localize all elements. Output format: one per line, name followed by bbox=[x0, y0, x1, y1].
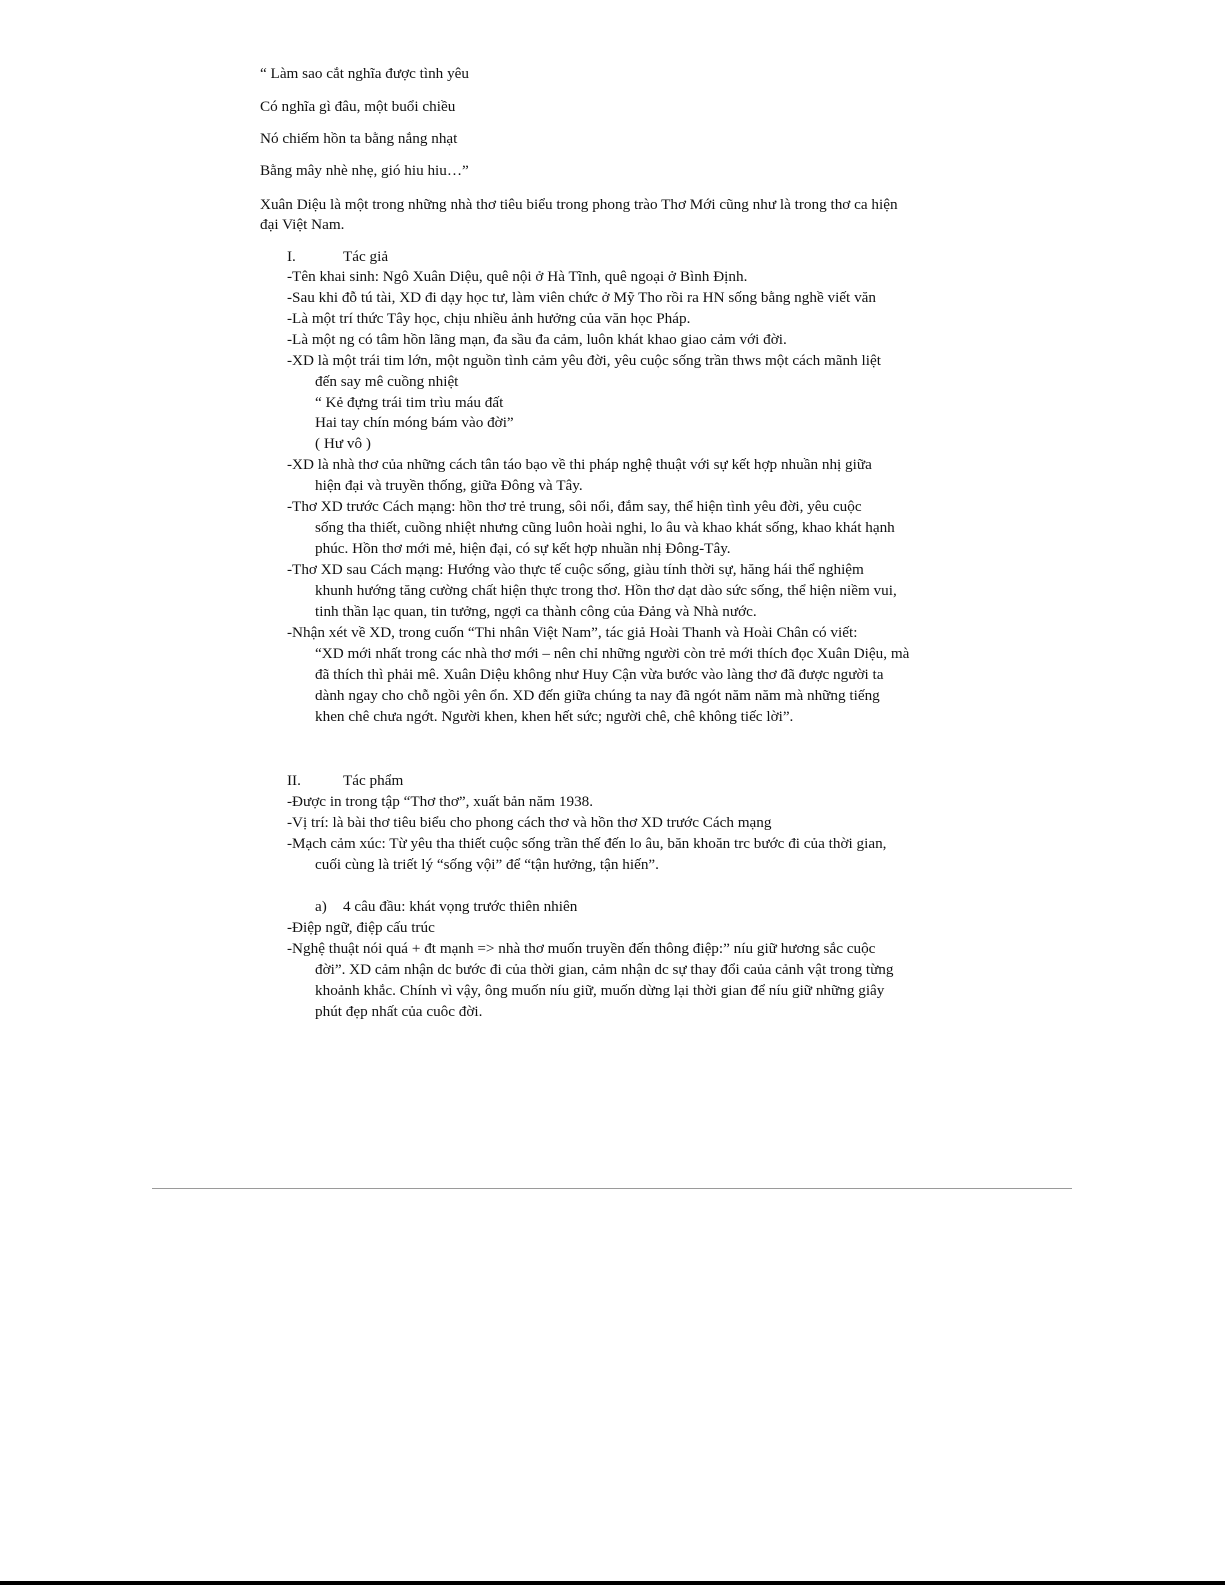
body-line: khen chê chưa ngớt. Người khen, khen hết sức; người chê, chê không tiếc lời”. bbox=[315, 708, 794, 725]
body-line: dành ngay cho chỗ ngồi yên ổn. XD đến giữa chúng ta nay đã ngót năm năm mà những tiếng bbox=[315, 687, 880, 704]
body-line: khunh hướng tăng cường chất hiện thực trong thơ. Hồn thơ dạt dào sức sống, thể hiện niềm vui, bbox=[315, 582, 897, 599]
body-line: cuối cùng là triết lý “sống vội” để “tận hưởng, tận hiến”. bbox=[315, 856, 659, 873]
body-line: -XD là một trái tim lớn, một nguồn tình cảm yêu đời, yêu cuộc sống trần thws một cách mãnh liệt bbox=[287, 352, 881, 369]
poem-line: Bằng mây nhè nhẹ, gió hiu hiu…” bbox=[260, 162, 469, 179]
body-line: -Tên khai sinh: Ngô Xuân Diệu, quê nội ở Hà Tĩnh, quê ngoại ở Bình Định. bbox=[287, 268, 748, 285]
body-line: -Vị trí: là bài thơ tiêu biểu cho phong cách thơ và hồn thơ XD trước Cách mạng bbox=[287, 814, 772, 831]
body-line: -Mạch cảm xúc: Từ yêu tha thiết cuộc sống trần thế đến lo âu, băn khoăn trc bước đi của thời gian, bbox=[287, 835, 887, 852]
section-title: Tác phẩm bbox=[343, 772, 404, 789]
body-line: khoảnh khắc. Chính vì vậy, ông muốn níu giữ, muốn dừng lại thời gian để níu giữ những giây bbox=[315, 982, 885, 999]
body-line: -Là một trí thức Tây học, chịu nhiều ảnh hưởng của văn học Pháp. bbox=[287, 310, 691, 327]
body-line: -Nhận xét về XD, trong cuốn “Thi nhân Việt Nam”, tác giả Hoài Thanh và Hoài Chân có viết: bbox=[287, 624, 858, 641]
section-number: I. bbox=[287, 248, 296, 265]
body-line: -Thơ XD sau Cách mạng: Hướng vào thực tế cuộc sống, giàu tính thời sự, hăng hái thể nghiệm bbox=[287, 561, 864, 578]
section-title: Tác giả bbox=[343, 248, 389, 265]
body-line: -Điệp ngữ, điệp cấu trúc bbox=[287, 919, 435, 936]
poem-line: Nó chiếm hồn ta bằng nắng nhạt bbox=[260, 130, 458, 147]
body-line: hiện đại và truyền thống, giữa Đông và Tây. bbox=[315, 477, 583, 494]
bottom-edge bbox=[0, 1581, 1225, 1585]
body-line: “XD mới nhất trong các nhà thơ mới – nên chỉ những người còn trẻ mới thích đọc Xuân Diệu, mà bbox=[315, 645, 910, 662]
body-line: -XD là nhà thơ của những cách tân táo bạo về thi pháp nghệ thuật với sự kết hợp nhuần nhị giữa bbox=[287, 456, 872, 473]
page-divider bbox=[152, 1188, 1072, 1189]
body-line: -Là một ng có tâm hồn lãng mạn, đa sầu đa cảm, luôn khát khao giao cảm với đời. bbox=[287, 331, 787, 348]
body-line: đã thích thì phải mê. Xuân Diệu không như Huy Cận vừa bước vào làng thơ đã được người ta bbox=[315, 666, 884, 683]
body-line: sống tha thiết, cuồng nhiệt nhưng cũng luôn hoài nghi, lo âu và khao khát sống, khao khát hạnh bbox=[315, 519, 895, 536]
subsection-title: 4 câu đầu: khát vọng trước thiên nhiên bbox=[343, 898, 578, 915]
body-line: đời”. XD cảm nhận dc bước đi của thời gian, cảm nhận dc sự thay đổi caủa cảnh vật trong từng bbox=[315, 961, 894, 978]
quote-line: “ Kẻ đựng trái tim trìu máu đất bbox=[315, 394, 504, 411]
body-line: đến say mê cuồng nhiệt bbox=[315, 373, 459, 390]
poem-line: “ Làm sao cắt nghĩa được tình yêu bbox=[260, 65, 469, 82]
intro-line: đại Việt Nam. bbox=[260, 216, 345, 233]
body-line: -Được in trong tập “Thơ thơ”, xuất bản năm 1938. bbox=[287, 793, 594, 810]
poem-line: Có nghĩa gì đâu, một buổi chiều bbox=[260, 98, 456, 115]
body-line: -Sau khi đỗ tú tài, XD đi dạy học tư, làm viên chức ở Mỹ Tho rồi ra HN sống bằng nghề viết văn bbox=[287, 289, 876, 306]
quote-line: Hai tay chín móng bám vào đời” bbox=[315, 414, 514, 431]
intro-line: Xuân Diệu là một trong những nhà thơ tiêu biểu trong phong trào Thơ Mới cũng như là trong thơ ca hiện bbox=[260, 196, 898, 213]
body-line: tinh thần lạc quan, tin tưởng, ngợi ca thành công của Đảng và Nhà nước. bbox=[315, 603, 757, 620]
body-line: phúc. Hồn thơ mới mẻ, hiện đại, có sự kết hợp nhuần nhị Đông-Tây. bbox=[315, 540, 731, 557]
body-line: phút đẹp nhất của cuôc đời. bbox=[315, 1003, 483, 1020]
quote-source: ( Hư vô ) bbox=[315, 435, 371, 452]
body-line: -Thơ XD trước Cách mạng: hồn thơ trẻ trung, sôi nổi, đắm say, thể hiện tình yêu đời, yêu cuộc bbox=[287, 498, 862, 515]
subsection-label: a) bbox=[315, 898, 327, 915]
section-number: II. bbox=[287, 772, 301, 789]
body-line: -Nghệ thuật nói quá + đt mạnh => nhà thơ muốn truyền đến thông điệp:” níu giữ hương sắc cuộc bbox=[287, 940, 876, 957]
